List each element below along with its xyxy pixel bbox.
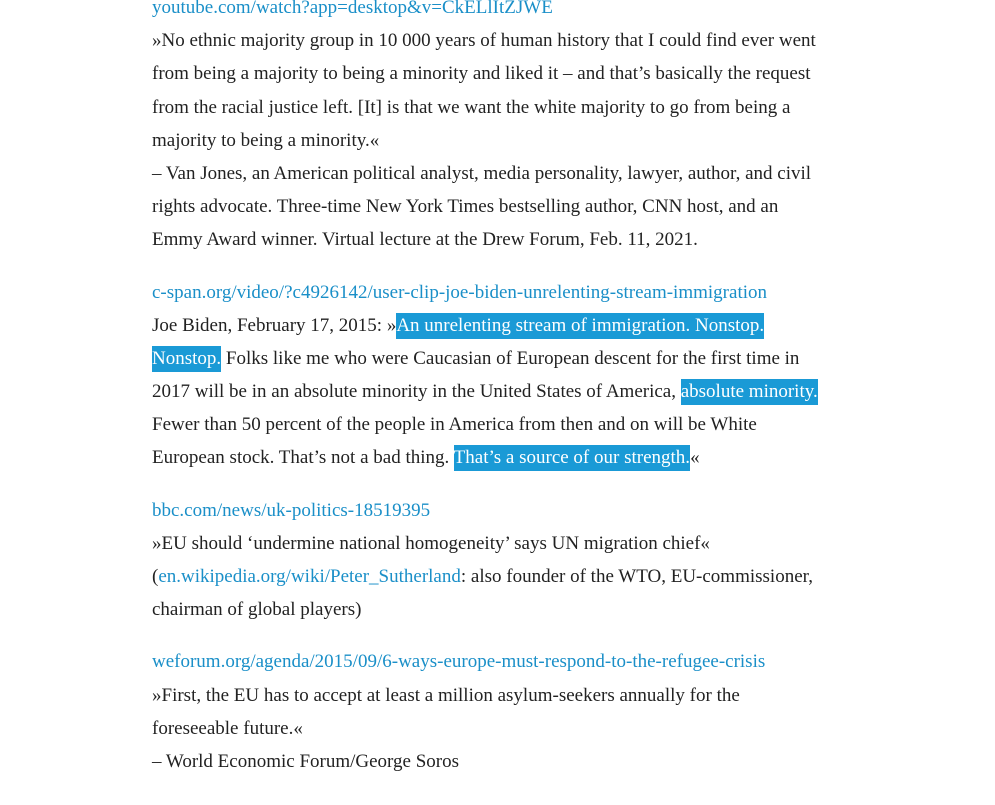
note-line	[152, 560, 897, 593]
quote-line: foreseeable future.«	[152, 717, 303, 739]
weforum-link[interactable]: weforum.org/agenda/2015/09/6-ways-europe-must-respond-to-the-refugee-crisis	[152, 651, 766, 673]
quote-line: from the racial justice left. [It] is that we want the white majority to go from being a	[152, 96, 791, 118]
youtube-link[interactable]: youtube.com/watch?app=desktop&v=CkELlItZJWE	[152, 0, 553, 18]
quote-line	[152, 441, 897, 474]
quote-line: majority to being a minority.«	[152, 129, 380, 151]
quote-line	[152, 342, 897, 375]
cspan-link[interactable]: c-span.org/video/?c4926142/user-clip-joe-biden-unrelenting-stream-immigration	[152, 281, 767, 303]
quote-text: Joe Biden, February 17, 2015: »	[152, 314, 397, 336]
attribution-line: Emmy Award winner. Virtual lecture at the Drew Forum, Feb. 11, 2021.	[152, 229, 698, 251]
quote-line	[152, 375, 897, 408]
source-link-row	[152, 494, 897, 527]
note-line: chairman of global players)	[152, 599, 362, 621]
quote-text: 2017 will be in an absolute minority in the United States of America,	[152, 381, 681, 403]
paren: (	[152, 566, 159, 587]
attribution-line: – Van Jones, an American political analyst, media personality, lawyer, author, and civil	[152, 162, 812, 184]
attribution-line: – World Economic Forum/George Soros	[152, 750, 460, 772]
source-link-row	[152, 645, 897, 678]
highlighted-text: An unrelenting stream of immigration. Nonstop.	[396, 313, 764, 339]
quote-text: Folks like me who were Caucasian of European descent for the first time in	[221, 347, 800, 369]
quote-line: »No ethnic majority group in 10 000 years of human history that I could find ever went	[152, 30, 816, 52]
quote-line: Fewer than 50 percent of the people in America from then and on will be White	[152, 414, 757, 436]
source-link-row	[152, 276, 897, 309]
attribution-line: rights advocate. Three-time New York Times bestselling author, CNN host, and an	[152, 196, 779, 218]
bbc-link[interactable]: bbc.com/news/uk-politics-18519395	[152, 499, 431, 521]
highlighted-text: Nonstop.	[152, 346, 221, 372]
quote-line: »EU should ‘undermine national homogeneity’ says UN migration chief«	[152, 532, 710, 554]
quote-line	[152, 309, 897, 342]
highlighted-text: absolute minority.	[681, 379, 818, 405]
source-link-row	[152, 0, 897, 24]
wikipedia-link[interactable]: en.wikipedia.org/wiki/Peter_Sutherland	[158, 566, 461, 587]
quote-text: «	[690, 447, 700, 469]
note-text: : also founder of the WTO, EU-commissioner,	[460, 566, 813, 587]
quote-line: »First, the EU has to accept at least a million asylum-seekers annually for the	[152, 684, 740, 706]
quote-text: European stock. That’s not a bad thing.	[152, 447, 454, 469]
highlighted-text: That’s a source of our strength.	[454, 445, 690, 471]
quote-line: from being a majority to being a minority and liked it – and that’s basically the request	[152, 63, 811, 85]
article-content	[152, 0, 897, 778]
